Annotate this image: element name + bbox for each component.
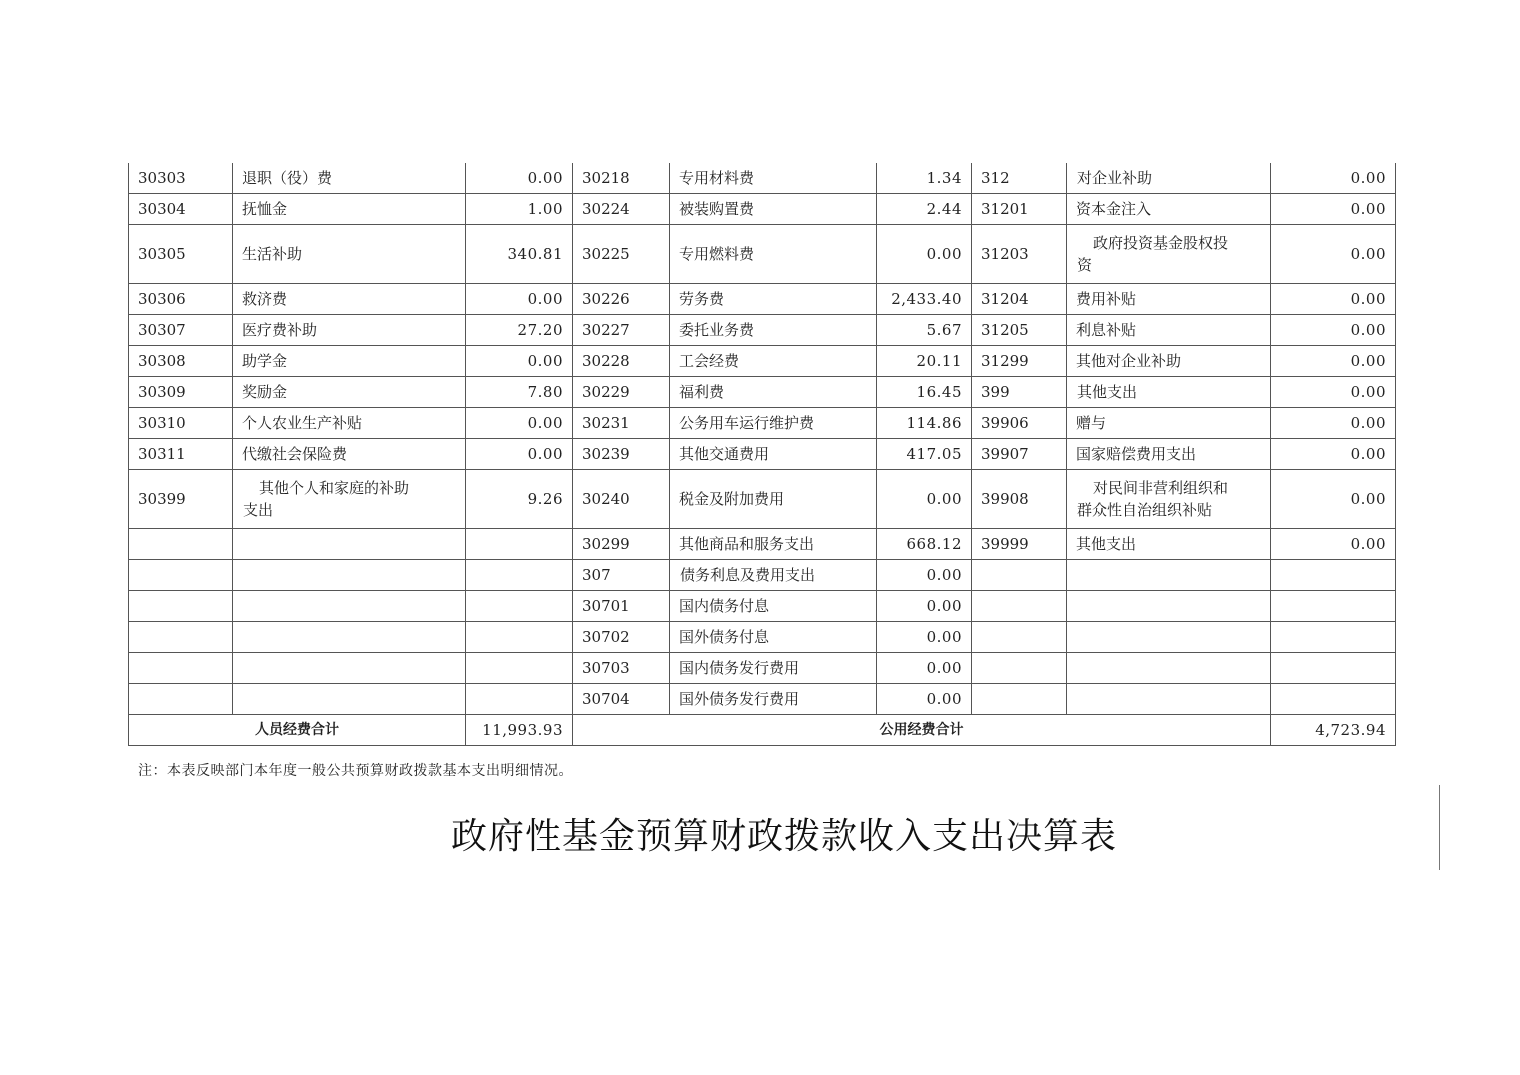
public-item: 被装购置费 xyxy=(670,194,877,225)
empty-cell xyxy=(466,622,573,653)
personnel-item: 退职（役）费 xyxy=(233,163,466,194)
table-row xyxy=(129,377,1396,408)
personnel-amount: 0.00 xyxy=(466,439,573,470)
table-row xyxy=(129,225,1396,284)
personnel-item-line-2: 支出 xyxy=(243,501,274,519)
other-item-line-1: 政府投资基金股权投 xyxy=(1093,234,1229,252)
personnel-item: 救济费 xyxy=(233,284,466,315)
public-item: 国外债务发行费用 xyxy=(670,684,877,715)
empty-cell xyxy=(972,591,1067,622)
table-row xyxy=(129,284,1396,315)
other-amount: 0.00 xyxy=(1271,194,1396,225)
empty-cell xyxy=(466,529,573,560)
personnel-code: 30304 xyxy=(129,194,233,225)
empty-cell xyxy=(129,622,233,653)
other-item: 资本金注入 xyxy=(1067,194,1271,225)
public-item: 专用燃料费 xyxy=(670,225,877,284)
public-code: 307 xyxy=(573,560,670,591)
table-row xyxy=(129,315,1396,346)
other-amount: 0.00 xyxy=(1271,408,1396,439)
other-item: 其他支出 xyxy=(1067,529,1271,560)
empty-cell xyxy=(129,560,233,591)
expenditure-detail-table xyxy=(128,163,1396,746)
other-amount: 0.00 xyxy=(1271,377,1396,408)
personnel-code: 30399 xyxy=(129,470,233,529)
empty-cell xyxy=(972,560,1067,591)
other-item-line-2: 资 xyxy=(1077,256,1093,274)
public-item: 国内债务发行费用 xyxy=(670,653,877,684)
other-code: 31201 xyxy=(972,194,1067,225)
empty-cell xyxy=(233,622,466,653)
personnel-code: 30308 xyxy=(129,346,233,377)
public-amount: 2.44 xyxy=(877,194,972,225)
public-amount: 0.00 xyxy=(877,225,972,284)
table-row xyxy=(129,346,1396,377)
empty-cell xyxy=(1271,622,1396,653)
personnel-item: 代缴社会保险费 xyxy=(233,439,466,470)
table-row xyxy=(129,684,1396,715)
public-amount: 0.00 xyxy=(877,684,972,715)
public-item: 公务用车运行维护费 xyxy=(670,408,877,439)
empty-cell xyxy=(1271,653,1396,684)
empty-cell xyxy=(466,684,573,715)
public-code: 30224 xyxy=(573,194,670,225)
empty-cell xyxy=(233,560,466,591)
empty-cell xyxy=(1067,653,1271,684)
public-code: 30239 xyxy=(573,439,670,470)
other-item: 赠与 xyxy=(1067,408,1271,439)
public-total-label: 公用经费合计 xyxy=(573,715,1271,746)
other-code: 31205 xyxy=(972,315,1067,346)
other-amount: 0.00 xyxy=(1271,439,1396,470)
personnel-item: 医疗费补助 xyxy=(233,315,466,346)
public-item: 劳务费 xyxy=(670,284,877,315)
public-amount: 114.86 xyxy=(877,408,972,439)
empty-cell xyxy=(1271,684,1396,715)
table-row xyxy=(129,591,1396,622)
other-code: 39999 xyxy=(972,529,1067,560)
empty-cell xyxy=(1067,622,1271,653)
other-code: 31203 xyxy=(972,225,1067,284)
other-item: 国家赔偿费用支出 xyxy=(1067,439,1271,470)
public-amount: 0.00 xyxy=(877,470,972,529)
public-amount: 0.00 xyxy=(877,622,972,653)
other-item xyxy=(1067,225,1271,284)
empty-cell xyxy=(233,684,466,715)
table-row xyxy=(129,194,1396,225)
public-amount: 2,433.40 xyxy=(877,284,972,315)
table-footnote: 注：本表反映部门本年度一般公共预算财政拨款基本支出明细情况。 xyxy=(138,763,573,779)
public-code: 30228 xyxy=(573,346,670,377)
public-code: 30704 xyxy=(573,684,670,715)
personnel-item: 个人农业生产补贴 xyxy=(233,408,466,439)
personnel-code: 30311 xyxy=(129,439,233,470)
other-code: 39906 xyxy=(972,408,1067,439)
personnel-code: 30303 xyxy=(129,163,233,194)
empty-cell xyxy=(129,529,233,560)
empty-cell xyxy=(129,684,233,715)
empty-cell xyxy=(1067,560,1271,591)
public-amount: 0.00 xyxy=(877,560,972,591)
personnel-amount: 0.00 xyxy=(466,408,573,439)
other-item: 其他支出 xyxy=(1067,377,1271,408)
personnel-amount: 1.00 xyxy=(466,194,573,225)
public-code: 30227 xyxy=(573,315,670,346)
personnel-amount: 9.26 xyxy=(466,470,573,529)
table-row xyxy=(129,408,1396,439)
empty-cell xyxy=(466,653,573,684)
personnel-total-value: 11,993.93 xyxy=(466,715,573,746)
other-amount: 0.00 xyxy=(1271,346,1396,377)
empty-cell xyxy=(233,653,466,684)
empty-cell xyxy=(972,622,1067,653)
public-code: 30218 xyxy=(573,163,670,194)
empty-cell xyxy=(129,591,233,622)
public-code: 30703 xyxy=(573,653,670,684)
other-item: 费用补贴 xyxy=(1067,284,1271,315)
empty-cell xyxy=(1067,684,1271,715)
other-amount: 0.00 xyxy=(1271,529,1396,560)
empty-cell xyxy=(1067,591,1271,622)
personnel-amount: 0.00 xyxy=(466,284,573,315)
public-code: 30240 xyxy=(573,470,670,529)
public-amount: 20.11 xyxy=(877,346,972,377)
public-amount: 16.45 xyxy=(877,377,972,408)
public-item: 国内债务付息 xyxy=(670,591,877,622)
other-item-line-2: 群众性自治组织补贴 xyxy=(1077,501,1213,519)
public-amount: 0.00 xyxy=(877,653,972,684)
public-code: 30229 xyxy=(573,377,670,408)
other-code: 39908 xyxy=(972,470,1067,529)
empty-cell xyxy=(466,560,573,591)
other-item xyxy=(1067,470,1271,529)
other-code: 31299 xyxy=(972,346,1067,377)
public-code: 30299 xyxy=(573,529,670,560)
public-amount: 5.67 xyxy=(877,315,972,346)
public-total-value: 4,723.94 xyxy=(1271,715,1396,746)
personnel-amount: 340.81 xyxy=(466,225,573,284)
table-row xyxy=(129,560,1396,591)
personnel-amount: 0.00 xyxy=(466,163,573,194)
table-row xyxy=(129,653,1396,684)
other-amount: 0.00 xyxy=(1271,470,1396,529)
personnel-item xyxy=(233,470,466,529)
public-item: 其他交通费用 xyxy=(670,439,877,470)
other-code: 31204 xyxy=(972,284,1067,315)
table-row xyxy=(129,529,1396,560)
empty-cell xyxy=(466,591,573,622)
personnel-item: 助学金 xyxy=(233,346,466,377)
empty-cell xyxy=(972,653,1067,684)
public-item: 专用材料费 xyxy=(670,163,877,194)
personnel-code: 30310 xyxy=(129,408,233,439)
other-amount: 0.00 xyxy=(1271,163,1396,194)
public-item: 福利费 xyxy=(670,377,877,408)
totals-row xyxy=(129,715,1396,746)
public-code: 30701 xyxy=(573,591,670,622)
other-item: 利息补贴 xyxy=(1067,315,1271,346)
personnel-amount: 0.00 xyxy=(466,346,573,377)
public-code: 30226 xyxy=(573,284,670,315)
empty-cell xyxy=(233,591,466,622)
empty-cell xyxy=(972,684,1067,715)
other-code: 399 xyxy=(972,377,1067,408)
public-amount: 0.00 xyxy=(877,591,972,622)
public-item: 工会经费 xyxy=(670,346,877,377)
public-code: 30231 xyxy=(573,408,670,439)
other-code: 39907 xyxy=(972,439,1067,470)
public-amount: 1.34 xyxy=(877,163,972,194)
other-item-line-1: 对民间非营利组织和 xyxy=(1093,479,1229,497)
next-table-title: 政府性基金预算财政拨款收入支出决算表 xyxy=(450,816,1117,857)
empty-cell xyxy=(1271,560,1396,591)
public-item: 债务利息及费用支出 xyxy=(670,560,877,591)
table-row xyxy=(129,622,1396,653)
page-divider xyxy=(1439,785,1440,870)
other-amount: 0.00 xyxy=(1271,315,1396,346)
public-amount: 417.05 xyxy=(877,439,972,470)
table-row xyxy=(129,163,1396,194)
other-amount: 0.00 xyxy=(1271,284,1396,315)
other-item: 其他对企业补助 xyxy=(1067,346,1271,377)
table-row xyxy=(129,439,1396,470)
personnel-total-label: 人员经费合计 xyxy=(129,715,466,746)
empty-cell xyxy=(129,653,233,684)
other-code: 312 xyxy=(972,163,1067,194)
public-item: 委托业务费 xyxy=(670,315,877,346)
personnel-code: 30306 xyxy=(129,284,233,315)
public-item: 税金及附加费用 xyxy=(670,470,877,529)
personnel-item: 生活补助 xyxy=(233,225,466,284)
personnel-code: 30309 xyxy=(129,377,233,408)
empty-cell xyxy=(1271,591,1396,622)
other-item: 对企业补助 xyxy=(1067,163,1271,194)
personnel-amount: 7.80 xyxy=(466,377,573,408)
personnel-item: 奖励金 xyxy=(233,377,466,408)
personnel-code: 30305 xyxy=(129,225,233,284)
personnel-code: 30307 xyxy=(129,315,233,346)
personnel-item: 抚恤金 xyxy=(233,194,466,225)
table-row xyxy=(129,470,1396,529)
public-item: 国外债务付息 xyxy=(670,622,877,653)
personnel-item-line-1: 其他个人和家庭的补助 xyxy=(259,479,410,497)
public-amount: 668.12 xyxy=(877,529,972,560)
personnel-amount: 27.20 xyxy=(466,315,573,346)
public-code: 30702 xyxy=(573,622,670,653)
empty-cell xyxy=(233,529,466,560)
public-code: 30225 xyxy=(573,225,670,284)
other-amount: 0.00 xyxy=(1271,225,1396,284)
public-item: 其他商品和服务支出 xyxy=(670,529,877,560)
